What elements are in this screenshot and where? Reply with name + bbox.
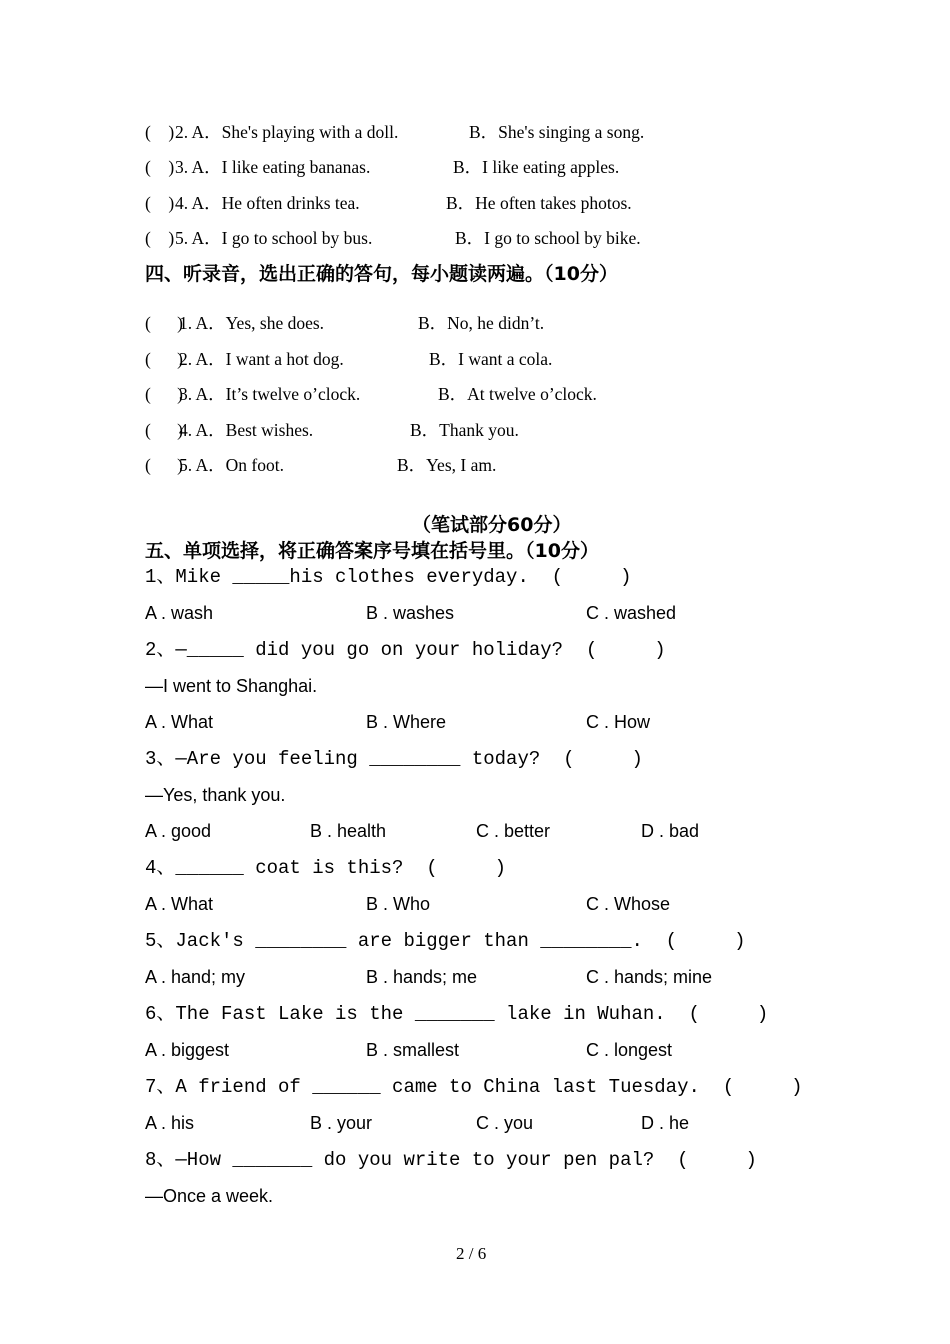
option-a: 2. A．I want a hot dog. (179, 349, 344, 369)
answer-paren: ( ) (145, 228, 175, 248)
option: A . What (145, 894, 214, 914)
option: D . he (641, 1113, 690, 1133)
option: A . good (145, 821, 212, 841)
option-a: 5. A．I go to school by bus. (175, 228, 373, 248)
option: C . you (476, 1113, 534, 1133)
option: B . health (310, 821, 387, 841)
question-reply: —Yes, thank you. (145, 785, 286, 805)
option: C . Whose (586, 894, 671, 914)
answer-paren: ( ) (145, 193, 175, 213)
option: A . What (145, 712, 214, 732)
question-stem: 1、Mike _____his clothes everyday. ( ) (145, 566, 632, 588)
option-b: B．I go to school by bike. (455, 228, 641, 248)
option: A . his (145, 1113, 195, 1133)
section-heading: 四、听录音，选出正确的答句，每小题读两遍。（10分） (145, 263, 618, 285)
option-a: 4. A．He often drinks tea. (175, 193, 360, 213)
option: C . hands; mine (586, 967, 713, 987)
answer-paren: ( ) (145, 384, 183, 404)
option-b: B．At twelve o’clock. (438, 384, 597, 404)
option-a: 4. A．Best wishes. (179, 420, 314, 440)
option: C . How (586, 712, 651, 732)
option-a: 2. A．She's playing with a doll. (175, 122, 399, 142)
answer-paren: ( ) (145, 349, 183, 369)
option-a: 1. A．Yes, she does. (179, 313, 325, 333)
answer-paren: ( ) (145, 420, 183, 440)
option: B . washes (366, 603, 455, 623)
option: B . Where (366, 712, 447, 732)
question-stem: 4、______ coat is this? ( ) (145, 857, 507, 879)
answer-paren: ( ) (145, 313, 183, 333)
question-stem: 6、The Fast Lake is the _______ lake in Wuhan. ( ) (145, 1003, 769, 1025)
option: B . Who (366, 894, 431, 914)
option-b: B．Yes, I am. (397, 455, 497, 475)
question-reply: —Once a week. (145, 1186, 274, 1206)
option-b: B．She's singing a song. (469, 122, 645, 142)
question-stem: 7、A friend of ______ came to China last Tuesday. ( ) (145, 1076, 803, 1098)
answer-paren: ( ) (145, 122, 175, 142)
question-stem: 3、—Are you feeling ________ today? ( ) (145, 748, 643, 770)
option-b: B．He often takes photos. (446, 193, 632, 213)
option: C . longest (586, 1040, 673, 1060)
option: A . biggest (145, 1040, 230, 1060)
question-stem: 8、—How _______ do you write to your pen pal? ( ) (145, 1149, 757, 1171)
question-reply: —I went to Shanghai. (145, 676, 318, 696)
option: C . better (476, 821, 551, 841)
option-a: 3. A．I like eating bananas. (175, 157, 371, 177)
page-number: 2 / 6 (456, 1244, 487, 1263)
option: B . smallest (366, 1040, 460, 1060)
option-a: 3. A．It’s twelve o’clock. (179, 384, 361, 404)
option: C . washed (586, 603, 677, 623)
section-heading: 五、单项选择，将正确答案序号填在括号里。（10分） (145, 540, 599, 562)
answer-paren: ( ) (145, 455, 183, 475)
option: D . bad (641, 821, 700, 841)
option: A . wash (145, 603, 214, 623)
question-stem: 5、Jack's ________ are bigger than ________. ( ) (145, 930, 746, 952)
option: A . hand; my (145, 967, 246, 987)
option: B . hands; me (366, 967, 478, 987)
option-a: 5. A．On foot. (179, 455, 284, 475)
option-b: B．I like eating apples. (453, 157, 620, 177)
answer-paren: ( ) (145, 157, 175, 177)
option-b: B．Thank you. (410, 420, 519, 440)
option: B . your (310, 1113, 373, 1133)
question-stem: 2、—_____ did you go on your holiday? ( ) (145, 639, 666, 661)
option-b: B．I want a cola. (429, 349, 553, 369)
written-part-title: （笔试部分60分） (412, 514, 572, 536)
option-b: B．No, he didn’t. (418, 313, 545, 333)
